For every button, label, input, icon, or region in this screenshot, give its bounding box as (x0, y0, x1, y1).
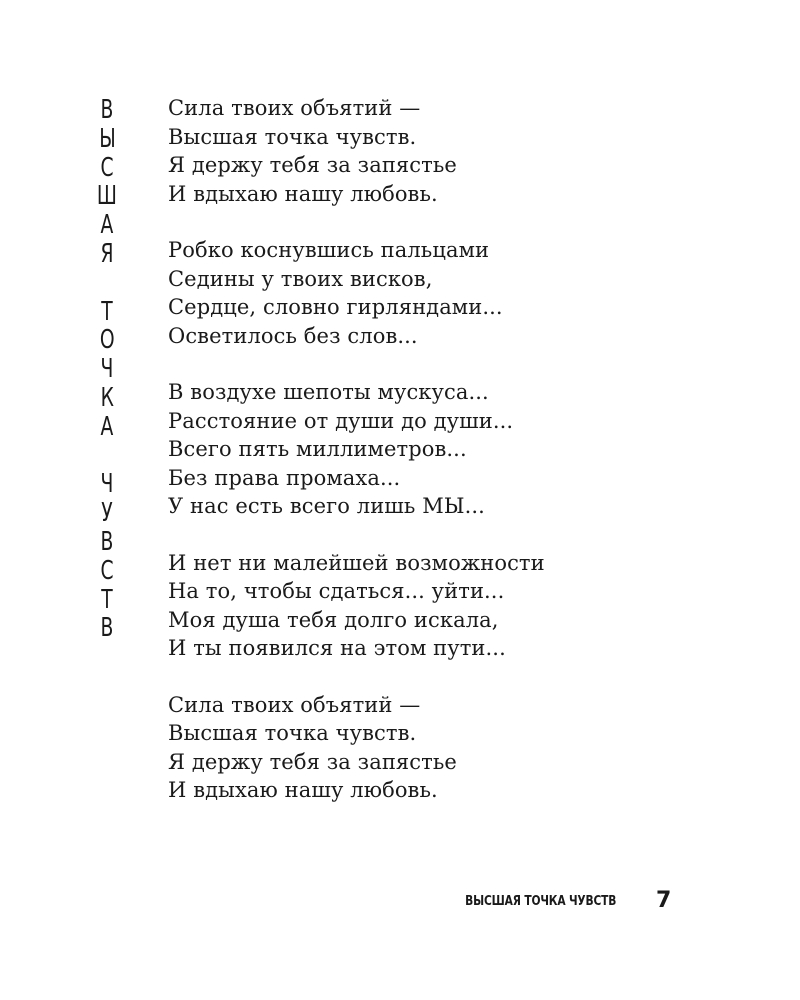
poem-line: В воздухе шепоты мускуса... (168, 380, 489, 404)
running-head: ВЫСШАЯ ТОЧКА ЧУВСТВ (464, 894, 616, 909)
page-footer (0, 888, 800, 918)
poem-line: Я держу тебя за запястье (168, 749, 457, 774)
title-letter: У (101, 498, 113, 529)
stanza (168, 691, 768, 805)
title-letter: О (99, 325, 115, 356)
poem-line: Всего пять миллиметров... (168, 437, 467, 461)
title-letter: В (100, 613, 114, 644)
poem-line: Сила твоих объятий — (168, 96, 421, 120)
title-letter: Т (101, 584, 113, 615)
poem-line: И вдыхаю нашу любовь. (168, 778, 438, 802)
poem-line: Я держу тебя за запястье (168, 153, 457, 177)
title-letter: Ш (96, 181, 118, 212)
vertical-title (92, 96, 122, 643)
stanza (168, 94, 768, 208)
poem-line: Расстояние от души до души... (168, 408, 514, 433)
poem-line: Робко коснувшись пальцами (168, 238, 490, 262)
poem-line: На то, чтобы сдаться... уйти... (168, 579, 505, 603)
poem-line: Без права промаха... (168, 465, 401, 490)
poem-line: И вдыхаю нашу любовь. (168, 181, 438, 206)
poem-line: Сила твоих объятий — (168, 692, 421, 717)
page-number: 7 (656, 888, 672, 913)
poem-body (168, 94, 768, 833)
title-letter: В (100, 526, 114, 557)
title-letter: В (100, 95, 114, 125)
title-letter: С (100, 555, 114, 586)
stanza (168, 549, 768, 663)
title-letter: Ы (98, 123, 116, 154)
poem-line: Сердце, словно гирляндами... (168, 295, 503, 319)
poem-line: Осветилось без слов... (168, 323, 418, 348)
poem-line: И нет ни малейшей возможности (168, 550, 545, 575)
title-letter: А (100, 210, 114, 241)
title-letter: Т (101, 296, 113, 327)
poem-line: Высшая точка чувств. (168, 721, 417, 745)
stanza (168, 236, 768, 350)
title-letter: Ч (100, 469, 114, 500)
poem-line: У нас есть всего лишь МЫ... (168, 494, 485, 518)
poem-line: Моя душа тебя долго искала, (168, 607, 499, 632)
poem-line: Седины у твоих висков, (168, 266, 433, 291)
poem-line: И ты появился на этом пути... (168, 636, 506, 660)
title-letter: Ч (100, 354, 114, 385)
title-letter: К (100, 382, 114, 413)
title-letter: А (100, 411, 114, 442)
poem-line: Высшая точка чувств. (168, 124, 417, 149)
stanza (168, 378, 768, 521)
title-letter: Я (100, 238, 114, 269)
title-letter: С (100, 152, 114, 183)
